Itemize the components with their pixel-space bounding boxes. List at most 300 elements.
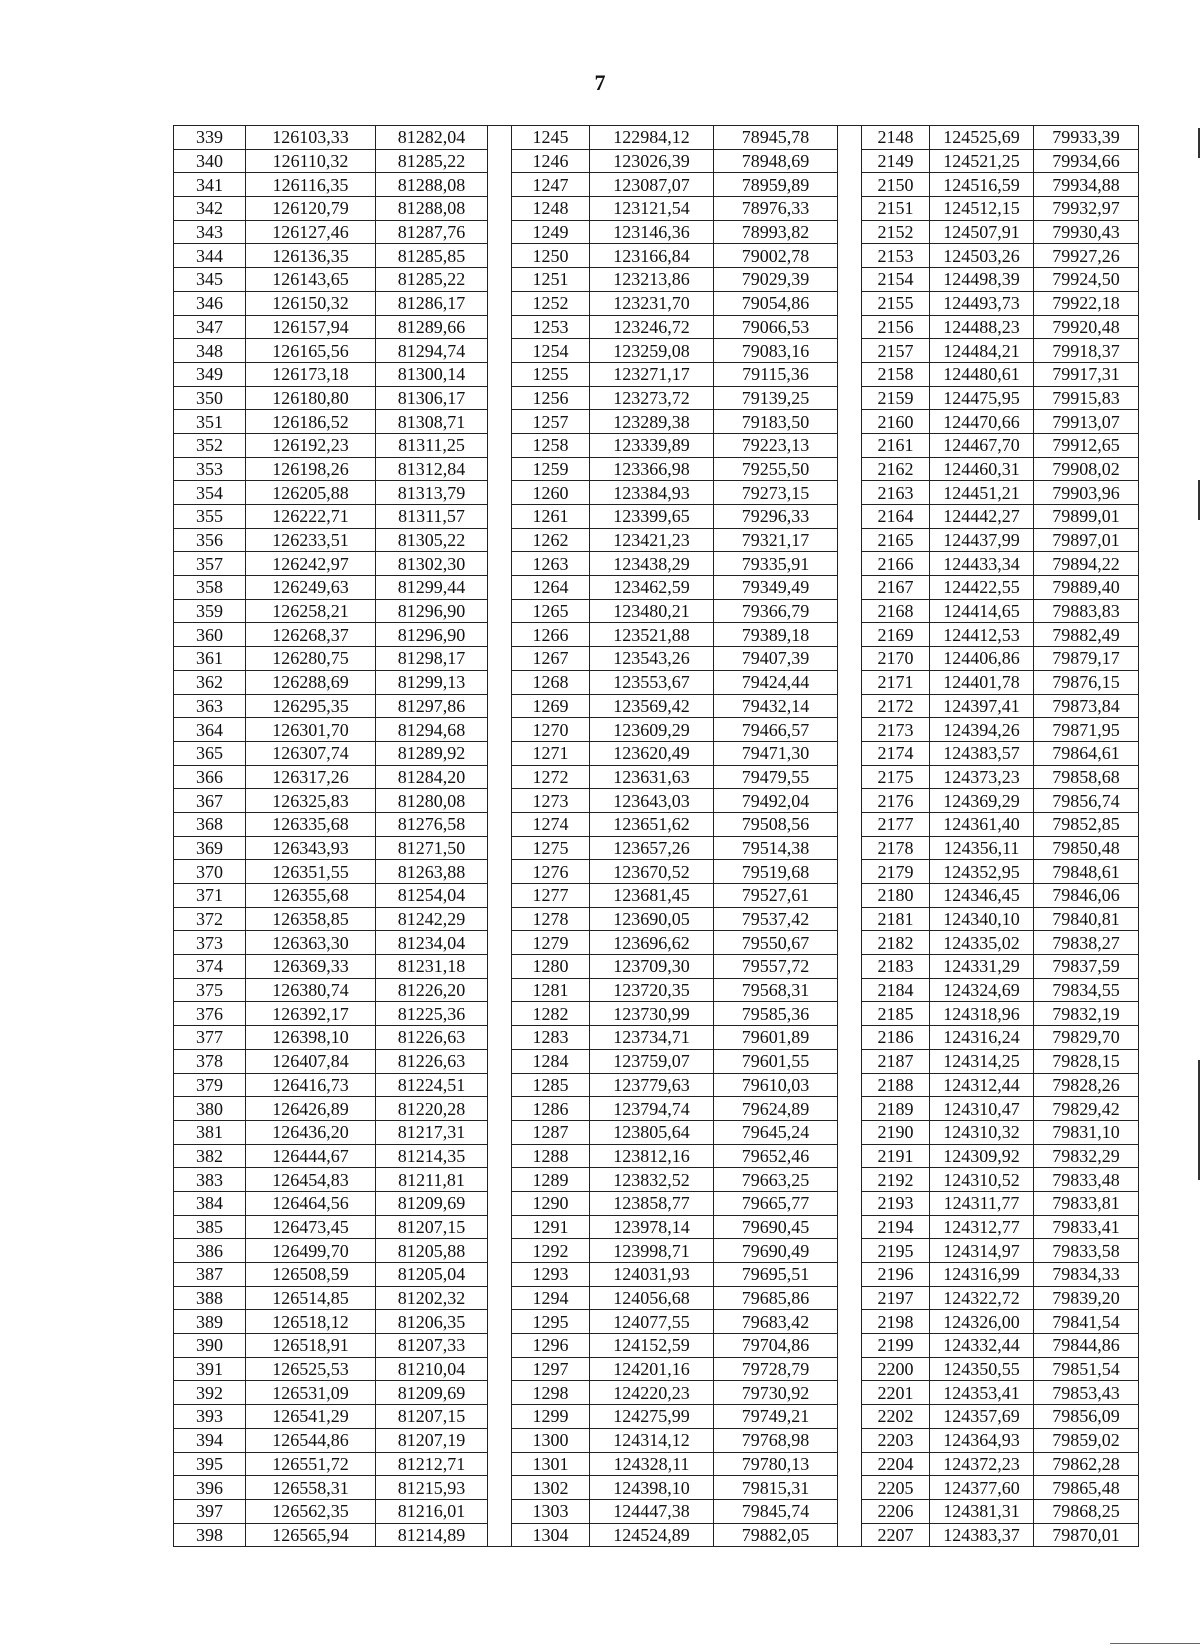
x-coordinate-cell: 123259,08 [590,339,714,363]
y-coordinate-cell: 79858,68 [1034,765,1139,789]
column-gap [488,1215,512,1239]
point-number-cell: 2198 [862,1310,930,1334]
column-gap [488,1476,512,1500]
point-number-cell: 372 [174,907,246,931]
table-row [174,481,1139,505]
x-coordinate-cell: 124314,25 [930,1049,1034,1073]
y-coordinate-cell: 79115,36 [714,362,838,386]
column-gap [838,1405,862,1429]
point-number-cell: 2190 [862,1120,930,1144]
point-number-cell: 2177 [862,812,930,836]
x-coordinate-cell: 126120,79 [246,197,376,221]
x-coordinate-cell: 126268,37 [246,623,376,647]
column-gap [838,1239,862,1263]
point-number-cell: 341 [174,173,246,197]
column-gap [488,1334,512,1358]
x-coordinate-cell: 124312,77 [930,1215,1034,1239]
y-coordinate-cell: 79704,86 [714,1334,838,1358]
table-row [174,1049,1139,1073]
y-coordinate-cell: 81300,14 [376,362,488,386]
point-number-cell: 2188 [862,1073,930,1097]
point-number-cell: 379 [174,1073,246,1097]
x-coordinate-cell: 123690,05 [590,907,714,931]
y-coordinate-cell: 81215,93 [376,1476,488,1500]
point-number-cell: 2155 [862,291,930,315]
point-number-cell: 1298 [512,1381,590,1405]
y-coordinate-cell: 81205,04 [376,1263,488,1287]
column-gap [488,931,512,955]
point-number-cell: 2164 [862,505,930,529]
x-coordinate-cell: 124312,44 [930,1073,1034,1097]
y-coordinate-cell: 79918,37 [1034,339,1139,363]
point-number-cell: 2148 [862,126,930,150]
point-number-cell: 1264 [512,576,590,600]
point-number-cell: 2159 [862,386,930,410]
x-coordinate-cell: 123026,39 [590,149,714,173]
point-number-cell: 373 [174,931,246,955]
y-coordinate-cell: 79321,17 [714,528,838,552]
column-gap [488,1002,512,1026]
point-number-cell: 2163 [862,481,930,505]
y-coordinate-cell: 79833,41 [1034,1215,1139,1239]
column-gap [488,812,512,836]
x-coordinate-cell: 124397,41 [930,694,1034,718]
point-number-cell: 1270 [512,718,590,742]
y-coordinate-cell: 81226,63 [376,1026,488,1050]
y-coordinate-cell: 79029,39 [714,268,838,292]
x-coordinate-cell: 126416,73 [246,1073,376,1097]
x-coordinate-cell: 123480,21 [590,599,714,623]
point-number-cell: 370 [174,860,246,884]
x-coordinate-cell: 123609,29 [590,718,714,742]
column-gap [838,149,862,173]
column-gap [488,1239,512,1263]
point-number-cell: 1279 [512,931,590,955]
table-row [174,931,1139,955]
y-coordinate-cell: 79840,81 [1034,907,1139,931]
column-gap [488,1381,512,1405]
x-coordinate-cell: 123231,70 [590,291,714,315]
x-coordinate-cell: 126436,20 [246,1120,376,1144]
point-number-cell: 382 [174,1144,246,1168]
point-number-cell: 2149 [862,149,930,173]
x-coordinate-cell: 124406,86 [930,647,1034,671]
page-number: 7 [594,70,606,95]
table-row [174,315,1139,339]
y-coordinate-cell: 79908,02 [1034,457,1139,481]
point-number-cell: 342 [174,197,246,221]
point-number-cell: 1282 [512,1002,590,1026]
y-coordinate-cell: 79871,95 [1034,718,1139,742]
x-coordinate-cell: 124031,93 [590,1263,714,1287]
point-number-cell: 371 [174,884,246,908]
point-number-cell: 1291 [512,1215,590,1239]
x-coordinate-cell: 124480,61 [930,362,1034,386]
x-coordinate-cell: 123978,14 [590,1215,714,1239]
y-coordinate-cell: 79894,22 [1034,552,1139,576]
x-coordinate-cell: 126325,83 [246,789,376,813]
x-coordinate-cell: 123805,64 [590,1120,714,1144]
x-coordinate-cell: 124310,47 [930,1097,1034,1121]
point-number-cell: 2174 [862,741,930,765]
y-coordinate-cell: 79838,27 [1034,931,1139,955]
table-row [174,1263,1139,1287]
y-coordinate-cell: 81288,08 [376,173,488,197]
column-gap [488,1144,512,1168]
y-coordinate-cell: 81209,69 [376,1191,488,1215]
x-coordinate-cell: 126198,26 [246,457,376,481]
column-gap [838,1263,862,1287]
point-number-cell: 384 [174,1191,246,1215]
point-number-cell: 1301 [512,1452,590,1476]
y-coordinate-cell: 79834,55 [1034,978,1139,1002]
point-number-cell: 2206 [862,1499,930,1523]
x-coordinate-cell: 126363,30 [246,931,376,955]
table-row [174,741,1139,765]
point-number-cell: 378 [174,1049,246,1073]
column-gap [838,481,862,505]
x-coordinate-cell: 124331,29 [930,955,1034,979]
point-number-cell: 1250 [512,244,590,268]
y-coordinate-cell: 79568,31 [714,978,838,1002]
x-coordinate-cell: 124056,68 [590,1286,714,1310]
y-coordinate-cell: 79833,58 [1034,1239,1139,1263]
column-gap [488,670,512,694]
point-number-cell: 1254 [512,339,590,363]
table-row [174,1191,1139,1215]
x-coordinate-cell: 124373,23 [930,765,1034,789]
x-coordinate-cell: 123166,84 [590,244,714,268]
y-coordinate-cell: 81296,90 [376,599,488,623]
x-coordinate-cell: 124498,39 [930,268,1034,292]
table-row [174,884,1139,908]
table-row [174,1073,1139,1097]
x-coordinate-cell: 124318,96 [930,1002,1034,1026]
column-gap [838,457,862,481]
point-number-cell: 383 [174,1168,246,1192]
point-number-cell: 377 [174,1026,246,1050]
point-number-cell: 2200 [862,1357,930,1381]
y-coordinate-cell: 81294,68 [376,718,488,742]
column-gap [838,1191,862,1215]
column-gap [488,220,512,244]
table-row [174,268,1139,292]
column-gap [838,1310,862,1334]
y-coordinate-cell: 81305,22 [376,528,488,552]
y-coordinate-cell: 79514,38 [714,836,838,860]
column-gap [488,149,512,173]
point-number-cell: 1302 [512,1476,590,1500]
x-coordinate-cell: 126355,68 [246,884,376,908]
table-row [174,1499,1139,1523]
column-gap [488,315,512,339]
y-coordinate-cell: 81205,88 [376,1239,488,1263]
column-gap [838,694,862,718]
column-gap [488,481,512,505]
x-coordinate-cell: 126444,67 [246,1144,376,1168]
point-number-cell: 389 [174,1310,246,1334]
scan-corner-line [1110,1643,1200,1644]
y-coordinate-cell: 81224,51 [376,1073,488,1097]
point-number-cell: 1263 [512,552,590,576]
x-coordinate-cell: 126335,68 [246,812,376,836]
y-coordinate-cell: 81214,35 [376,1144,488,1168]
table-row [174,386,1139,410]
x-coordinate-cell: 124361,40 [930,812,1034,836]
point-number-cell: 1292 [512,1239,590,1263]
x-coordinate-cell: 124332,44 [930,1334,1034,1358]
y-coordinate-cell: 81217,31 [376,1120,488,1144]
table-row [174,1239,1139,1263]
x-coordinate-cell: 124437,99 [930,528,1034,552]
table-row [174,576,1139,600]
x-coordinate-cell: 123121,54 [590,197,714,221]
y-coordinate-cell: 81216,01 [376,1499,488,1523]
table-row [174,907,1139,931]
y-coordinate-cell: 79845,74 [714,1499,838,1523]
point-number-cell: 390 [174,1334,246,1358]
column-gap [838,623,862,647]
point-number-cell: 1256 [512,386,590,410]
column-gap [838,1168,862,1192]
column-gap [838,505,862,529]
x-coordinate-cell: 126192,23 [246,433,376,457]
point-number-cell: 1262 [512,528,590,552]
point-number-cell: 1260 [512,481,590,505]
y-coordinate-cell: 79780,13 [714,1452,838,1476]
y-coordinate-cell: 79601,89 [714,1026,838,1050]
column-gap [838,220,862,244]
x-coordinate-cell: 123812,16 [590,1144,714,1168]
y-coordinate-cell: 79882,05 [714,1523,838,1547]
point-number-cell: 357 [174,552,246,576]
y-coordinate-cell: 79749,21 [714,1405,838,1429]
table-row [174,339,1139,363]
y-coordinate-cell: 79002,78 [714,244,838,268]
x-coordinate-cell: 126398,10 [246,1026,376,1050]
point-number-cell: 398 [174,1523,246,1547]
point-number-cell: 350 [174,386,246,410]
x-coordinate-cell: 124309,92 [930,1144,1034,1168]
x-coordinate-cell: 124220,23 [590,1381,714,1405]
y-coordinate-cell: 81299,13 [376,670,488,694]
x-coordinate-cell: 123832,52 [590,1168,714,1192]
x-coordinate-cell: 123399,65 [590,505,714,529]
y-coordinate-cell: 79335,91 [714,552,838,576]
point-number-cell: 393 [174,1405,246,1429]
x-coordinate-cell: 124414,65 [930,599,1034,623]
y-coordinate-cell: 79255,50 [714,457,838,481]
point-number-cell: 380 [174,1097,246,1121]
column-gap [488,1263,512,1287]
point-number-cell: 2158 [862,362,930,386]
point-number-cell: 1303 [512,1499,590,1523]
column-gap [488,1428,512,1452]
table-row [174,860,1139,884]
x-coordinate-cell: 126127,46 [246,220,376,244]
point-number-cell: 1251 [512,268,590,292]
y-coordinate-cell: 81289,92 [376,741,488,765]
x-coordinate-cell: 126407,84 [246,1049,376,1073]
column-gap [838,268,862,292]
x-coordinate-cell: 123696,62 [590,931,714,955]
y-coordinate-cell: 79927,26 [1034,244,1139,268]
point-number-cell: 345 [174,268,246,292]
x-coordinate-cell: 123858,77 [590,1191,714,1215]
x-coordinate-cell: 124447,38 [590,1499,714,1523]
point-number-cell: 1258 [512,433,590,457]
x-coordinate-cell: 123146,36 [590,220,714,244]
y-coordinate-cell: 79479,55 [714,765,838,789]
y-coordinate-cell: 79695,51 [714,1263,838,1287]
point-number-cell: 344 [174,244,246,268]
point-number-cell: 361 [174,647,246,671]
y-coordinate-cell: 79859,02 [1034,1428,1139,1452]
point-number-cell: 2152 [862,220,930,244]
point-number-cell: 367 [174,789,246,813]
x-coordinate-cell: 126307,74 [246,741,376,765]
y-coordinate-cell: 79663,25 [714,1168,838,1192]
x-coordinate-cell: 123657,26 [590,836,714,860]
point-number-cell: 2183 [862,955,930,979]
x-coordinate-cell: 126186,52 [246,410,376,434]
column-gap [838,386,862,410]
y-coordinate-cell: 79829,70 [1034,1026,1139,1050]
x-coordinate-cell: 126551,72 [246,1452,376,1476]
x-coordinate-cell: 124503,26 [930,244,1034,268]
x-coordinate-cell: 124394,26 [930,718,1034,742]
y-coordinate-cell: 81288,08 [376,197,488,221]
point-number-cell: 2176 [862,789,930,813]
coordinates-table [173,125,1139,1547]
table-row [174,647,1139,671]
point-number-cell: 2154 [862,268,930,292]
y-coordinate-cell: 79868,25 [1034,1499,1139,1523]
y-coordinate-cell: 79897,01 [1034,528,1139,552]
column-gap [838,670,862,694]
y-coordinate-cell: 78993,82 [714,220,838,244]
point-number-cell: 2160 [862,410,930,434]
y-coordinate-cell: 79917,31 [1034,362,1139,386]
x-coordinate-cell: 124201,16 [590,1357,714,1381]
point-number-cell: 1290 [512,1191,590,1215]
y-coordinate-cell: 79832,29 [1034,1144,1139,1168]
point-number-cell: 339 [174,126,246,150]
point-number-cell: 2172 [862,694,930,718]
y-coordinate-cell: 81206,35 [376,1310,488,1334]
point-number-cell: 392 [174,1381,246,1405]
y-coordinate-cell: 81207,19 [376,1428,488,1452]
y-coordinate-cell: 81212,71 [376,1452,488,1476]
y-coordinate-cell: 79273,15 [714,481,838,505]
column-gap [488,1097,512,1121]
point-number-cell: 1246 [512,149,590,173]
x-coordinate-cell: 126518,12 [246,1310,376,1334]
point-number-cell: 1266 [512,623,590,647]
column-gap [838,1286,862,1310]
x-coordinate-cell: 124521,25 [930,149,1034,173]
point-number-cell: 2207 [862,1523,930,1547]
point-number-cell: 1300 [512,1428,590,1452]
x-coordinate-cell: 123213,86 [590,268,714,292]
column-gap [488,718,512,742]
x-coordinate-cell: 124524,89 [590,1523,714,1547]
x-coordinate-cell: 124470,66 [930,410,1034,434]
column-gap [838,433,862,457]
point-number-cell: 2175 [862,765,930,789]
x-coordinate-cell: 124346,45 [930,884,1034,908]
point-number-cell: 1272 [512,765,590,789]
y-coordinate-cell: 81207,15 [376,1215,488,1239]
table-row [174,1144,1139,1168]
x-coordinate-cell: 124077,55 [590,1310,714,1334]
x-coordinate-cell: 126544,86 [246,1428,376,1452]
y-coordinate-cell: 81225,36 [376,1002,488,1026]
point-number-cell: 2187 [862,1049,930,1073]
x-coordinate-cell: 126150,32 [246,291,376,315]
x-coordinate-cell: 126157,94 [246,315,376,339]
x-coordinate-cell: 123643,03 [590,789,714,813]
column-gap [488,1357,512,1381]
column-gap [838,410,862,434]
x-coordinate-cell: 126205,88 [246,481,376,505]
point-number-cell: 366 [174,765,246,789]
y-coordinate-cell: 79066,53 [714,315,838,339]
y-coordinate-cell: 78959,89 [714,173,838,197]
point-number-cell: 1259 [512,457,590,481]
column-gap [838,315,862,339]
column-gap [488,789,512,813]
column-gap [838,1381,862,1405]
y-coordinate-cell: 79083,16 [714,339,838,363]
x-coordinate-cell: 126136,35 [246,244,376,268]
point-number-cell: 385 [174,1215,246,1239]
x-coordinate-cell: 123681,45 [590,884,714,908]
point-number-cell: 2161 [862,433,930,457]
x-coordinate-cell: 126317,26 [246,765,376,789]
y-coordinate-cell: 79930,43 [1034,220,1139,244]
table-row [174,836,1139,860]
y-coordinate-cell: 79492,04 [714,789,838,813]
y-coordinate-cell: 79870,01 [1034,1523,1139,1547]
y-coordinate-cell: 79915,83 [1034,386,1139,410]
y-coordinate-cell: 81285,22 [376,268,488,292]
table-row [174,1310,1139,1334]
point-number-cell: 2151 [862,197,930,221]
point-number-cell: 2162 [862,457,930,481]
column-gap [838,1334,862,1358]
y-coordinate-cell: 79833,48 [1034,1168,1139,1192]
column-gap [838,173,862,197]
x-coordinate-cell: 124488,23 [930,315,1034,339]
y-coordinate-cell: 79624,89 [714,1097,838,1121]
x-coordinate-cell: 126473,45 [246,1215,376,1239]
x-coordinate-cell: 124353,41 [930,1381,1034,1405]
x-coordinate-cell: 124493,73 [930,291,1034,315]
y-coordinate-cell: 79862,28 [1034,1452,1139,1476]
x-coordinate-cell: 126116,35 [246,173,376,197]
point-number-cell: 359 [174,599,246,623]
point-number-cell: 2157 [862,339,930,363]
y-coordinate-cell: 81311,25 [376,433,488,457]
point-number-cell: 351 [174,410,246,434]
point-number-cell: 2197 [862,1286,930,1310]
column-gap [838,1452,862,1476]
table-row [174,955,1139,979]
x-coordinate-cell: 123569,42 [590,694,714,718]
y-coordinate-cell: 79856,09 [1034,1405,1139,1429]
x-coordinate-cell: 126525,53 [246,1357,376,1381]
